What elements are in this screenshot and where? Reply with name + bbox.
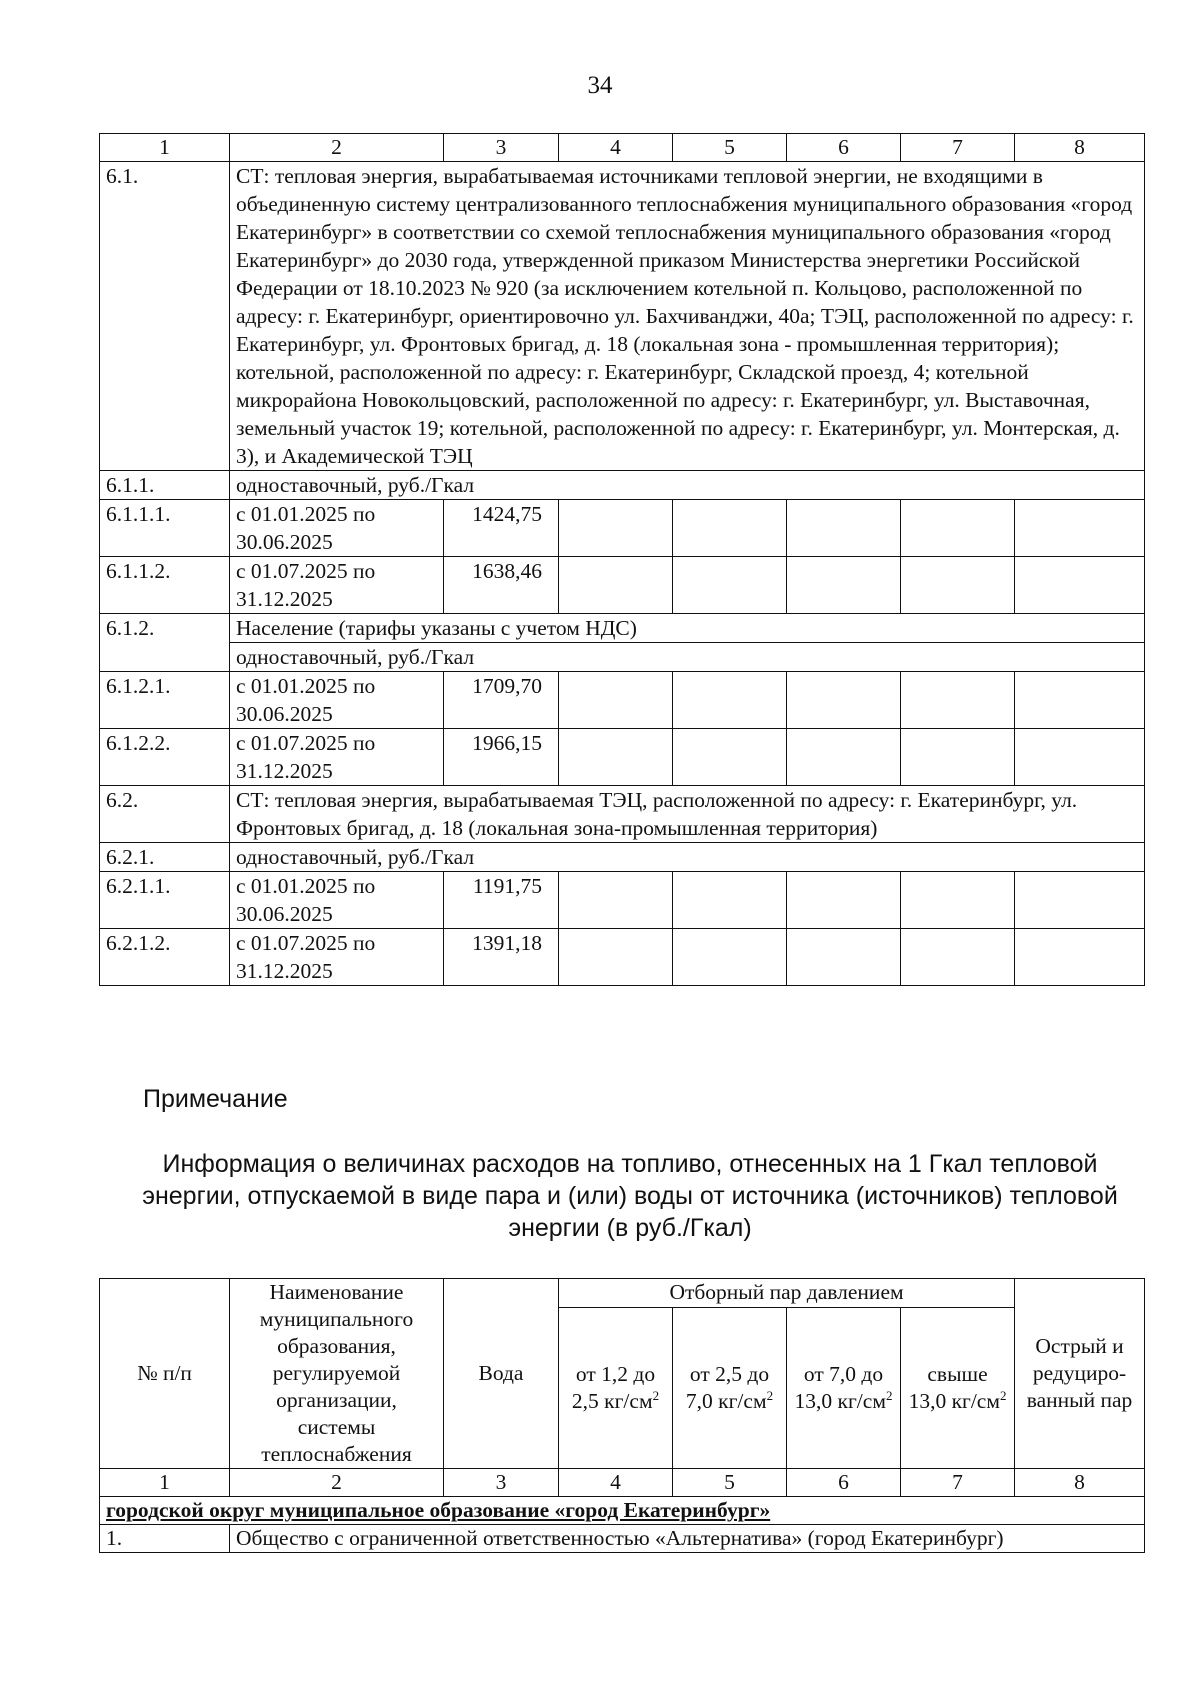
table-row bbox=[100, 471, 1145, 500]
column-number: 4 bbox=[559, 1469, 673, 1497]
pressure-label: от 7,0 до 13,0 кг/см bbox=[794, 1362, 886, 1413]
page-number: 34 bbox=[587, 72, 613, 99]
value-cell: 1391,18 bbox=[444, 929, 559, 986]
column-number: 2 bbox=[230, 1469, 444, 1497]
header-steam-group: Отборный пар давлением bbox=[559, 1279, 1015, 1308]
period-cell: с 01.01.2025 по 30.06.2025 bbox=[230, 500, 444, 557]
header-cell: 7 bbox=[901, 134, 1015, 162]
column-number-row bbox=[100, 1469, 1145, 1497]
header-cell: 8 bbox=[1015, 134, 1145, 162]
row-number: 6.1.2.1. bbox=[100, 672, 230, 729]
row-number: 6.1.1.1. bbox=[100, 500, 230, 557]
row-number: 6.1.1. bbox=[100, 471, 230, 500]
note-title: Примечание bbox=[143, 1085, 288, 1113]
header-pressure-3 bbox=[787, 1308, 901, 1469]
value-cell: 1966,15 bbox=[444, 729, 559, 786]
pressure-label: от 1,2 до 2,5 кг/см bbox=[571, 1362, 656, 1413]
table-row bbox=[100, 929, 1145, 986]
tariff-table bbox=[99, 133, 1145, 986]
row-label: одноставочный, руб./Гкал bbox=[230, 843, 1145, 872]
table-header-row bbox=[100, 1279, 1145, 1308]
row-number: 6.1.2. bbox=[100, 614, 230, 672]
header-cell: 3 bbox=[444, 134, 559, 162]
table-row bbox=[100, 162, 1145, 471]
header-water: Вода bbox=[444, 1279, 559, 1469]
period-cell: с 01.07.2025 по 31.12.2025 bbox=[230, 557, 444, 614]
row-number: 6.2.1. bbox=[100, 843, 230, 872]
header-name: Наименование муниципального образования, регулируемой организации, системы теплоснабжения bbox=[230, 1279, 444, 1469]
superscript: 2 bbox=[652, 1387, 660, 1403]
table-row bbox=[100, 843, 1145, 872]
header-num: № п/п bbox=[100, 1279, 230, 1469]
header-pressure-1 bbox=[559, 1308, 673, 1469]
table-row bbox=[100, 672, 1145, 729]
table-row bbox=[100, 1525, 1145, 1553]
row-number: 6.1.1.2. bbox=[100, 557, 230, 614]
table-row bbox=[100, 614, 1145, 643]
header-sharp-steam: Острый и редуциро-ванный пар bbox=[1015, 1279, 1145, 1469]
header-pressure-2 bbox=[673, 1308, 787, 1469]
row-label: Население (тарифы указаны с учетом НДС) bbox=[230, 614, 1145, 643]
column-number: 1 bbox=[100, 1469, 230, 1497]
period-cell: с 01.01.2025 по 30.06.2025 bbox=[230, 872, 444, 929]
table-row bbox=[100, 786, 1145, 843]
value-cell: 1191,75 bbox=[444, 872, 559, 929]
column-number: 7 bbox=[901, 1469, 1015, 1497]
period-cell: с 01.01.2025 по 30.06.2025 bbox=[230, 672, 444, 729]
pressure-label: от 2,5 до 7,0 кг/см bbox=[685, 1362, 770, 1413]
value-cell: 1638,46 bbox=[444, 557, 559, 614]
row-number: 1. bbox=[100, 1525, 230, 1553]
table-row bbox=[100, 729, 1145, 786]
row-number: 6.2.1.2. bbox=[100, 929, 230, 986]
row-number: 6.1.2.2. bbox=[100, 729, 230, 786]
table-row bbox=[100, 643, 1145, 672]
period-cell: с 01.07.2025 по 31.12.2025 bbox=[230, 729, 444, 786]
row-number: 6.2.1.1. bbox=[100, 872, 230, 929]
superscript: 2 bbox=[999, 1387, 1007, 1403]
value-cell: 1424,75 bbox=[444, 500, 559, 557]
info-title: Информация о величинах расходов на топливо, отнесенных на 1 Гкал тепловой энергии, отпускаемой в виде пара и (или) воды от источника (источников) тепловой энергии (в руб./Гкал) bbox=[142, 1150, 1118, 1242]
fuel-cost-table bbox=[99, 1278, 1145, 1553]
group-row: городской округ муниципальное образование «город Екатеринбург» bbox=[100, 1497, 1145, 1525]
header-cell: 5 bbox=[673, 134, 787, 162]
section-description: СТ: тепловая энергия, вырабатываемая ТЭЦ, расположенной по адресу: г. Екатеринбург, ул. Фронтовых бригад, д. 18 (локальная зона-промышленная территория) bbox=[230, 786, 1145, 843]
organization-name: Общество с ограниченной ответственностью «Альтернатива» (город Екатеринбург) bbox=[230, 1525, 1145, 1553]
row-number: 6.2. bbox=[100, 786, 230, 843]
table-header-row bbox=[100, 134, 1145, 162]
header-pressure-4 bbox=[901, 1308, 1015, 1469]
table-row bbox=[100, 872, 1145, 929]
row-number: 6.1. bbox=[100, 162, 230, 471]
section-description: СТ: тепловая энергия, вырабатываемая источниками тепловой энергии, не входящими в объединенную систему централизованного теплоснабжения муниципального образования «город Екатеринбург» в соответствии со схемой теплоснабжения муниципального образования «город Екатеринбург» до 2030 года, утвержденной приказом Министерства энергетики Российской Федерации от 18.10.2023 № 920 (за исключением котельной п. Кольцово, расположенной по адресу: г. Екатеринбург, ориентировочно ул. Бахчиванджи, 40а; ТЭЦ, расположенной по адресу: г. Екатеринбург, ул. Фронтовых бригад, д. 18 (локальная зона - промышленная территория); котельной, расположенной по адресу: г. Екатеринбург, Складской проезд, 4; котельной микрорайона Новокольцовский, расположенной по адресу: г. Екатеринбург, ул. Выставочная, земельный участок 19; котельной, расположенной по адресу: г. Екатеринбург, ул. Монтерская, д. 3), и Академической ТЭЦ bbox=[230, 162, 1145, 471]
superscript: 2 bbox=[885, 1387, 893, 1403]
column-number: 5 bbox=[673, 1469, 787, 1497]
header-cell: 4 bbox=[559, 134, 673, 162]
table-row bbox=[100, 1497, 1145, 1525]
column-number: 3 bbox=[444, 1469, 559, 1497]
header-cell: 2 bbox=[230, 134, 444, 162]
column-number: 6 bbox=[787, 1469, 901, 1497]
superscript: 2 bbox=[766, 1387, 774, 1403]
table-row bbox=[100, 500, 1145, 557]
table-row bbox=[100, 557, 1145, 614]
header-cell: 1 bbox=[100, 134, 230, 162]
row-label: одноставочный, руб./Гкал bbox=[230, 471, 1145, 500]
column-number: 8 bbox=[1015, 1469, 1145, 1497]
period-cell: с 01.07.2025 по 31.12.2025 bbox=[230, 929, 444, 986]
header-cell: 6 bbox=[787, 134, 901, 162]
row-label: одноставочный, руб./Гкал bbox=[230, 643, 1145, 672]
pressure-label: свыше 13,0 кг/см bbox=[908, 1362, 1000, 1413]
value-cell: 1709,70 bbox=[444, 672, 559, 729]
